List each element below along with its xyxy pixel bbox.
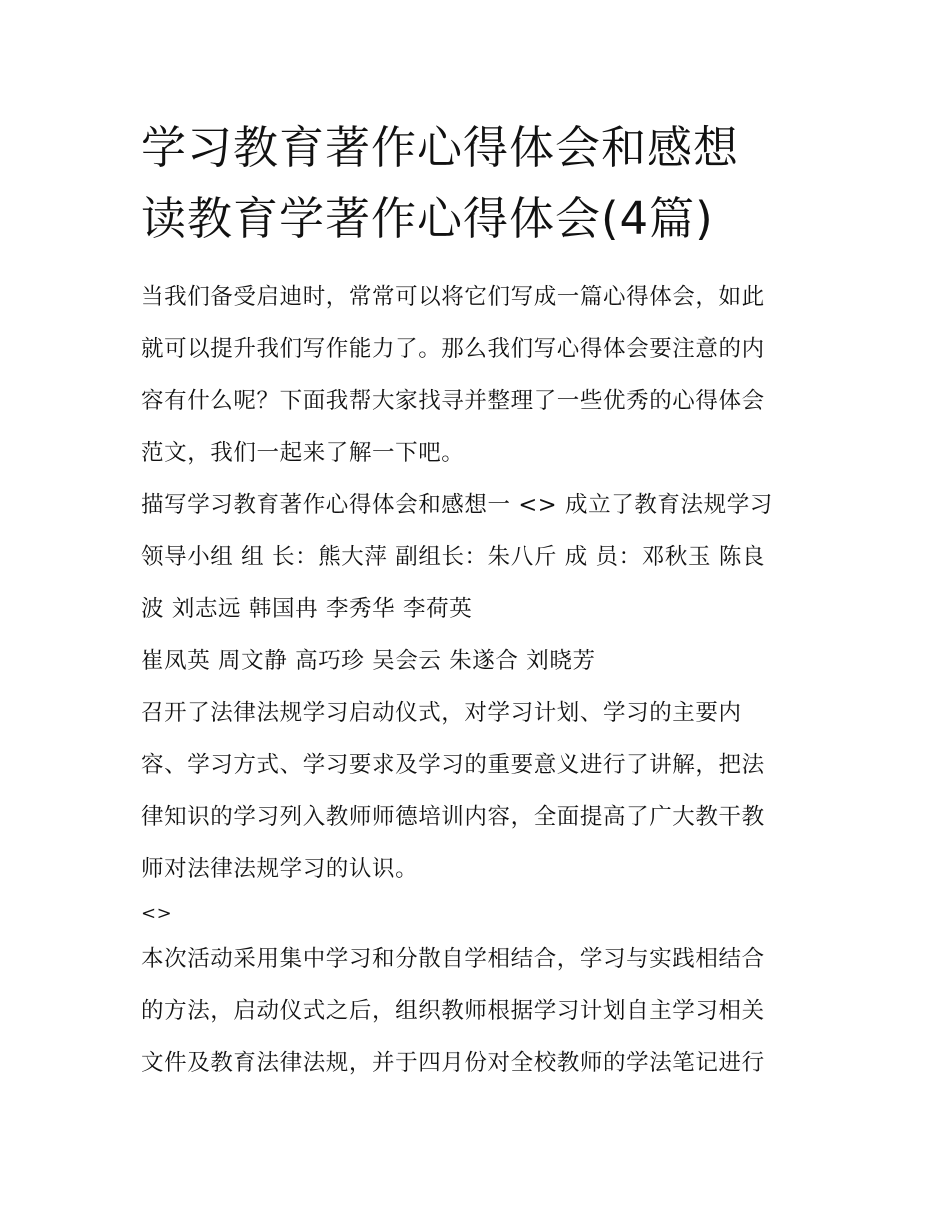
intro-line: 就可以提升我们写作能力了。那么我们写心得体会要注意的内 (141, 336, 765, 362)
activity-line: 文件及教育法律法规，并于四月份对全校教师的学法笔记进行 (141, 1050, 765, 1076)
document-content (141, 112, 813, 1089)
intro-line: 当我们备受启迪时，常常可以将它们写成一篇心得体会，如此 (141, 284, 765, 310)
section-line: 描写学习教育著作心得体会和感想一 <> 成立了教育法规学习 (141, 492, 773, 518)
document-body (141, 271, 813, 1089)
title-line-2: 读教育学著作心得体会(4篇) (141, 192, 714, 245)
meeting-line: 师对法律法规学习的认识。 (141, 856, 419, 882)
intro-line: 范文，我们一起来了解一下吧。 (141, 440, 465, 466)
meeting-line: 律知识的学习列入教师师德培训内容，全面提高了广大教干教 (141, 804, 765, 830)
document-title (141, 112, 813, 254)
intro-line: 容有什么呢？下面我帮大家找寻并整理了一些优秀的心得体会 (141, 388, 765, 414)
intro-paragraph (141, 271, 813, 479)
marker-text: <> (141, 903, 173, 924)
section-line: 波 刘志远 韩国冉 李秀华 李荷英 (141, 596, 473, 622)
title-line-1: 学习教育著作心得体会和感想 (141, 121, 740, 174)
members-paragraph (141, 635, 813, 687)
section-line: 领导小组 组 长：熊大萍 副组长：朱八斤 成 员：邓秋玉 陈良 (141, 544, 766, 570)
activity-line: 的方法，启动仪式之后，组织教师根据学习计划自主学习相关 (141, 998, 765, 1024)
activity-paragraph (141, 933, 813, 1089)
meeting-paragraph (141, 687, 813, 895)
activity-line: 本次活动采用集中学习和分散自学相结合，学习与实践相结合 (141, 946, 765, 972)
members-line: 崔凤英 周文静 高巧珍 吴会云 朱遂合 刘晓芳 (141, 648, 596, 674)
section-heading-paragraph (141, 479, 813, 635)
meeting-line: 召开了法律法规学习启动仪式，对学习计划、学习的主要内 (141, 700, 742, 726)
meeting-line: 容、学习方式、学习要求及学习的重要意义进行了讲解，把法 (141, 752, 765, 778)
marker-paragraph (141, 895, 813, 933)
